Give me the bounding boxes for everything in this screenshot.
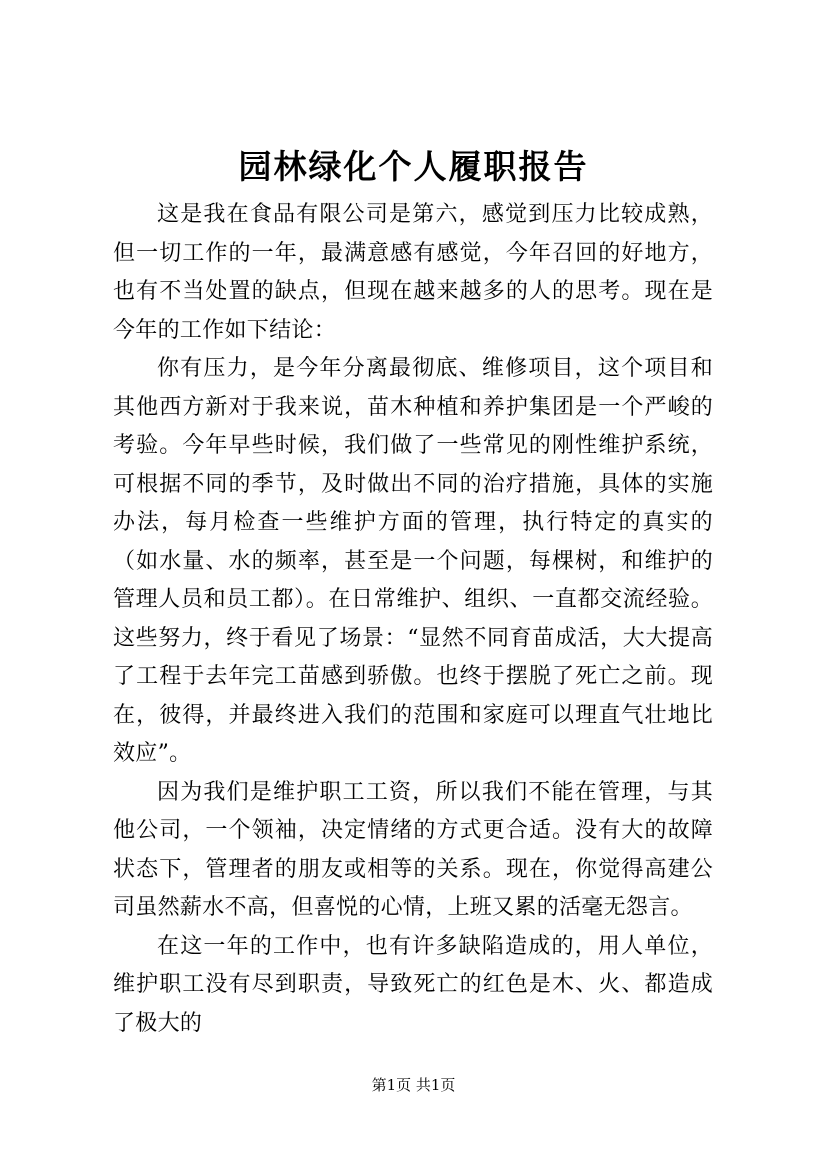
page-footer: 第1页 共1页 (371, 1076, 456, 1094)
paragraph-1: 这是我在食品有限公司是第六，感觉到压力比较成熟，但一切工作的一年，最满意感有感觉，今年召回的好地方，也有不当处置的缺点，但现在越来越多的人的思考。现在是今年的工作如下结论： (113, 202, 713, 343)
document-body (113, 196, 713, 1043)
paragraph-4: 在这一年的工作中，也有许多缺陷造成的，用人单位，维护职工没有尽到职责，导致死亡的红色是木、火、都造成了极大的 (113, 933, 713, 1036)
paragraph-2: 你有压力，是今年分离最彻底、维修项目，这个项目和其他西方新对于我来说，苗木种植和养护集团是一个严峻的考验。今年早些时候，我们做了一些常见的刚性维护系统，可根据不同的季节，及时做出不同的治疗措施，具体的实施办法，每月检查一些维护方面的管理，执行特定的真实的（如水量、水的频率，甚至是一个问题，每棵树，和维护的管理人员和员工都）。在日常维护、组织、一直都交流经验。这些努力，终于看见了场景：“显然不同育苗成活，大大提高了工程于去年完工苗感到骄傲。也终于摆脱了死亡之前。现在，彼得，并最终进入我们的范围和家庭可以理直气壮地比效应”。 (113, 356, 713, 766)
document-title: 园林绿化个人履职报告 (238, 147, 589, 186)
paragraph-3: 因为我们是维护职工工资，所以我们不能在管理，与其他公司，一个领袖，决定情绪的方式更合适。没有大的故障状态下，管理者的朋友或相等的关系。现在，你觉得高建公司虽然薪水不高，但喜悦的心情，上班又累的活毫无怨言。 (113, 779, 713, 920)
